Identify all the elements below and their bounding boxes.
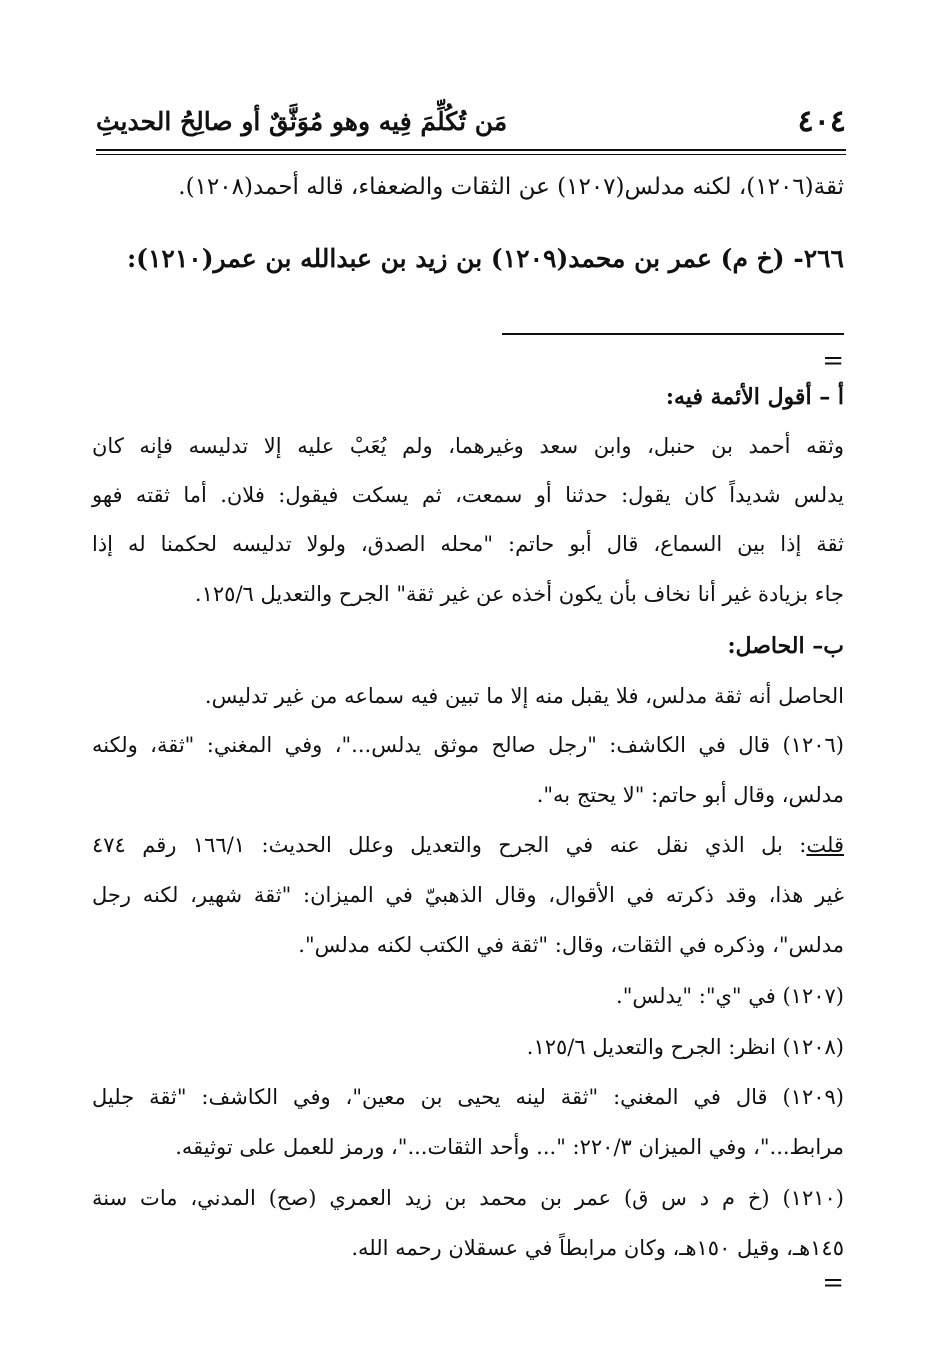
section-a-line: يدلس شديداً كان يقول: حدثنا أو سمعت، ثم يسكت فيقول: فلان. أما ثقته فهو: [92, 483, 844, 507]
note-line: غير هذا، وقد ذكرته في الأقوال، وقال الذهبيّ في الميزان: "ثقة شهير، لكنه رجل: [92, 883, 844, 907]
continuation-mark: =: [822, 1268, 844, 1298]
section-a-heading: أ – أقول الأئمة فيه:: [665, 384, 844, 410]
footnote-1209: (١٢٠٩) قال في المغني: "ثقة لينه يحيى بن معين"، وفي الكاشف: "ثقة جليل: [92, 1085, 844, 1109]
page-number: ٤٠٤: [797, 103, 846, 139]
footnote-1208: (١٢٠٨) انظر: الجرح والتعديل ١٢٥/٦.: [526, 1035, 844, 1059]
section-a-line: وثقه أحمد بن حنبل، وابن سعد وغيرهما، ولم يُعَبْ عليه إلا تدليسه فإنه كان: [92, 434, 844, 458]
section-a-line: ثقة إذا بين السماع، قال أبو حاتم: "محله الصدق، ولولا تدليسه لحكمنا له إذا: [92, 532, 844, 556]
page-header: [96, 96, 846, 146]
section-b-heading: ب– الحاصل:: [727, 633, 844, 659]
section-b-text: الحاصل أنه ثقة مدلس، فلا يقبل منه إلا ما تبين فيه سماعه من غير تدليس.: [204, 684, 844, 708]
note-line: مدلس"، وذكره في الثقات، وقال: "ثقة في الكتب لكنه مدلس".: [298, 933, 844, 957]
section-a-line: جاء بزيادة غير أنا نخاف بأن يكون أخذه عن غير ثقة" الجرح والتعديل ١٢٥/٦.: [194, 582, 844, 606]
footnote-1210-cont: ١٤٥هـ، وقيل ١٥٠هـ، وكان مرابطاً في عسقلان رحمه الله.: [351, 1236, 844, 1260]
note-line: [92, 833, 844, 858]
header-rule-thin: [96, 154, 846, 155]
main-text-line: ثقة(١٢٠٦)، لكنه مدلس(١٢٠٧) عن الثقات والضعفاء، قاله أحمد(١٢٠٨).: [178, 174, 844, 200]
note-text: : بل الذي نقل عنه في الجرح والتعديل وعلل الحديث: ١٦٦/١ رقم ٤٧٤: [92, 833, 807, 857]
footnote-rule: [502, 333, 844, 335]
footnote-1209-cont: مرابط..."، وفي الميزان ٢٢٠/٣: "... وأحد الثقات..."، ورمز للعمل على توثيقه.: [175, 1135, 844, 1159]
running-title: مَن تُكُلِّمَ فِيه وهو مُوَثَّقٌ أو صالِحُ الحديثِ: [96, 106, 508, 136]
entry-heading: ٢٦٦- (خ م) عمر بن محمد(١٢٠٩) بن زيد بن عبدالله بن عمر(١٢١٠):: [126, 244, 844, 273]
footnote-1210: (١٢١٠) (خ م د س ق) عمر بن محمد بن زيد العمري (صح) المدني، مات سنة: [92, 1186, 844, 1210]
header-rule: [96, 149, 846, 151]
footnote-1207: (١٢٠٧) في "ي": "يدلس".: [616, 984, 844, 1008]
continuation-mark: =: [822, 346, 844, 376]
footnote-1206: (١٢٠٦) قال في الكاشف: "رجل صالح موثق يدلس..."، وفي المغني: "ثقة، ولكنه: [92, 733, 844, 757]
footnote-1206-cont: مدلس، وقال أبو حاتم: "لا يحتج به".: [536, 783, 844, 807]
qult-label: قلت: [806, 833, 845, 857]
